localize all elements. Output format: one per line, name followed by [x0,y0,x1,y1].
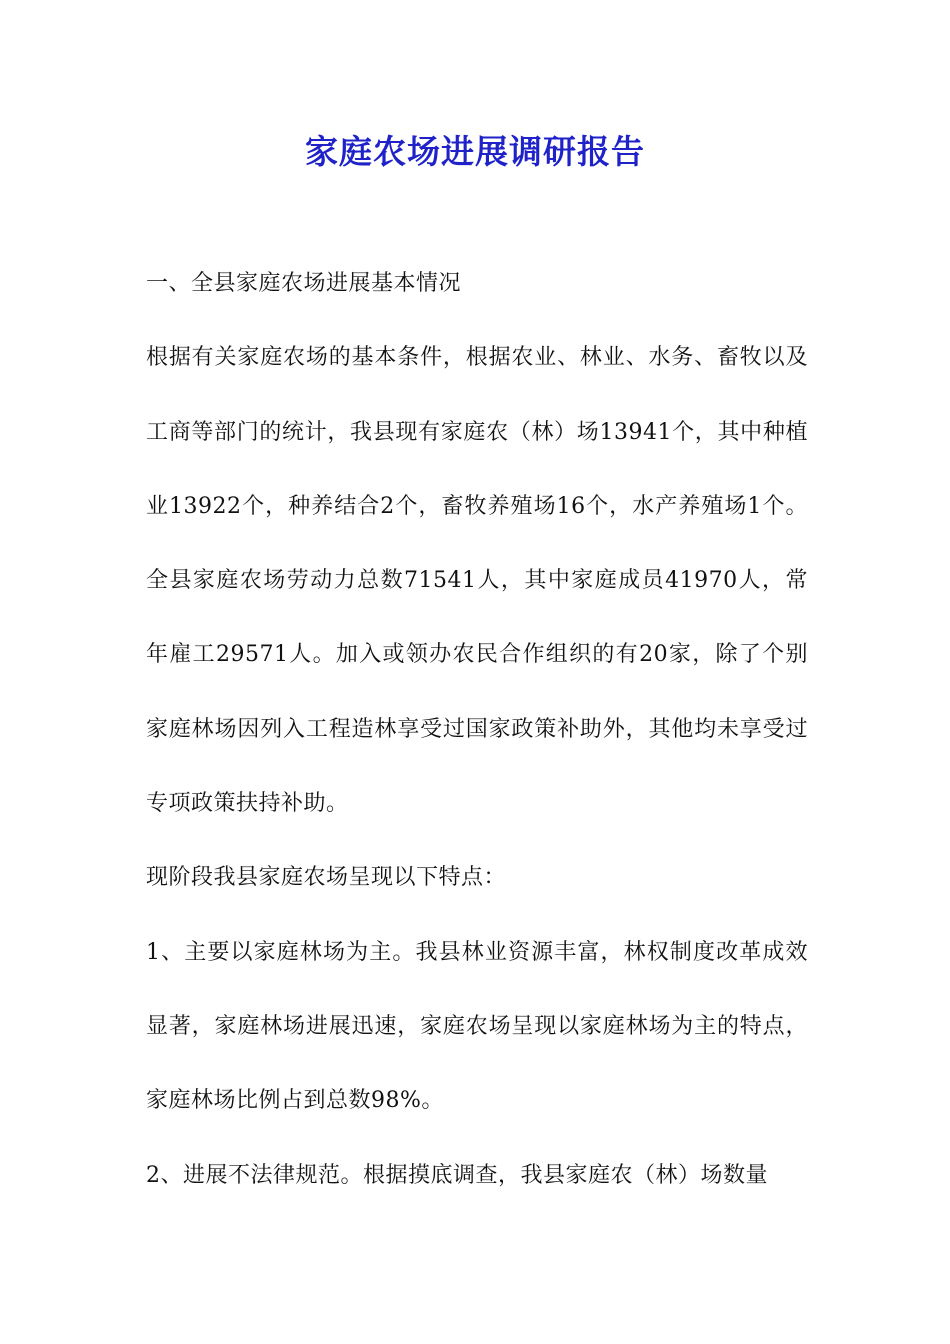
document-body [146,247,808,1213]
paragraph-features-intro: 现阶段我县家庭农场呈现以下特点： [146,865,507,891]
paragraph-statistics: 根据有关家庭农场的基本条件，根据农业、林业、水务、畜牧以及工商等部门的统计，我县现有家庭农（林）场13941个，其中种植业13922个，种养结合2个，畜牧养殖场16个，水产养殖场1个。全县家庭农场劳动力总数71541人，其中家庭成员41970人，常年雇工29571人。加入或领办农民合作组织的有20家，除了个别家庭林场因列入工程造林享受过国家政策补助外，其他均未享受过专项政策扶持补助。 [146,345,808,817]
document-title: 家庭农场进展调研报告 [305,132,645,171]
section-heading: 一、全县家庭农场进展基本情况 [146,271,462,296]
paragraph-feature-2: 2、进展不法律规范。根据摸底调查，我县家庭农（林）场数量 [146,1162,768,1188]
paragraph-feature-1: 1、主要以家庭林场为主。我县林业资源丰富，林权制度改革成效显著，家庭林场进展迅速，家庭农场呈现以家庭林场为主的特点，家庭林场比例占到总数98%。 [146,939,808,1114]
